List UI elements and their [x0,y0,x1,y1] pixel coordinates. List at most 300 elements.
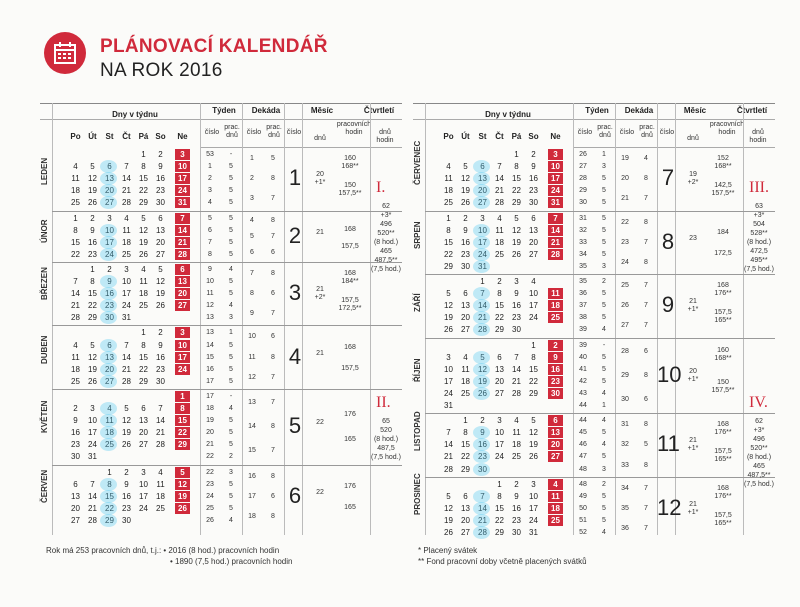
day-cell: 1 [73,213,78,223]
decade-number: 17 [248,492,256,500]
week-number: 49 [579,492,587,500]
day-cell: 20 [495,376,504,386]
divider [40,103,402,104]
day-cell: 18 [102,427,117,438]
divider [573,147,775,148]
day-cell: 30 [548,388,563,399]
week-workdays: 5 [602,175,606,183]
divider [52,103,53,535]
week-number: 35 [579,278,587,285]
day-cell: 8 [531,352,536,362]
week-header: Týden [585,106,609,115]
day-cell: 30 [71,452,80,462]
day-cell: 17 [175,352,190,363]
day-cell: 30 [122,515,131,525]
day-cell: 29 [175,439,190,450]
week-number: 21 [206,441,214,449]
day-cell: 13 [139,416,148,426]
month-hours: 184** [341,277,359,285]
week-number: 28 [579,175,587,183]
day-cell: 8 [514,162,519,172]
day-cell: 15 [444,237,453,247]
day-cell: 13 [548,427,563,438]
month-hours: 176** [714,290,732,298]
day-cell: 11 [495,225,504,235]
month-number: 7 [661,165,675,191]
day-cell: 11 [461,364,470,374]
week-workdays: 5 [229,377,233,385]
day-cell: 8 [102,479,117,490]
quarter-value: (8 hod.) [373,239,399,246]
month-hours: 168** [714,354,732,362]
decade-number: 29 [621,371,629,379]
decade-workdays: 7 [271,447,275,455]
day-cell: 21 [122,186,131,196]
month-name: ZÁŘÍ [413,293,422,313]
day-cell: 8 [446,225,451,235]
day-cell: 13 [102,352,117,363]
day-cell: 27 [461,325,470,335]
week-number: 13 [206,314,214,322]
month-number: 2 [288,222,302,248]
month-number: 8 [661,228,675,254]
day-cell: 25 [71,376,80,386]
week-number: 40 [579,353,587,361]
decade-workdays: 7 [644,504,648,512]
divider [40,119,402,120]
decade-number: 23 [621,238,629,246]
day-cell: 10 [175,340,190,351]
day-cell: 16 [122,491,131,501]
day-cell: 17 [122,289,131,299]
decade-workdays: 8 [271,423,275,431]
day-cell: 27 [71,515,80,525]
month-hours-label: pracovních hodin [336,121,372,136]
decade-workdays: 5 [271,155,275,163]
day-cell: 23 [548,376,563,387]
footer-note: ** Fond pracovní doby včetně placených svátků [418,557,587,566]
week-workdays: 3 [229,314,233,322]
decade-workdays: 7 [644,525,648,533]
day-cell: 25 [71,198,80,208]
day-cell: 26 [444,528,453,537]
day-cell: 16 [156,174,165,184]
day-cell: 22 [102,503,117,514]
day-cell: 27 [461,528,470,537]
day-cell: 2 [73,404,78,413]
day-cell: 5 [446,289,451,299]
day-cell: 29 [88,313,97,323]
month-holidays: +2* [687,179,699,187]
week-workdays: - [229,151,233,158]
day-cell: 23 [475,451,490,462]
day-cell: 8 [463,428,468,438]
day-cell: 19 [175,491,190,502]
month-divider [52,325,402,326]
day-cell: 2 [124,467,129,477]
day-cell: 29 [512,198,521,208]
decade-number: 12 [248,373,256,381]
week-workdays: 4 [602,529,606,536]
day-cell: 18 [548,503,563,514]
month-holidays: +2* [314,294,326,302]
day-cell: 18 [71,364,80,374]
divider [425,103,426,535]
week-number: 48 [579,480,587,488]
day-cell: 10 [529,289,538,299]
day-cell: 7 [73,277,78,286]
day-cell: 28 [122,376,131,386]
day-cell: 16 [102,288,117,299]
decade-workdays: 8 [644,461,648,469]
day-cell: 22 [529,376,538,386]
week-workdays: 4 [602,326,606,334]
week-workdays: 4 [229,405,233,412]
day-cell: 12 [88,174,97,184]
day-cell: 25 [444,198,453,208]
day-cell: 14 [495,174,504,184]
day-cell: 23 [102,300,117,311]
day-cell: 5 [463,162,468,172]
day-cell: 12 [175,479,190,490]
day-cell: 26 [139,249,148,259]
quarter-value: 465 [380,248,392,255]
day-cell: 27 [156,249,165,259]
decade-number: 26 [621,302,629,310]
day-cell: 13 [495,364,504,374]
decade-workdays: 7 [644,484,648,492]
week-number: 15 [206,353,214,361]
quarter-value: 520 [380,427,392,434]
day-cell: 17 [175,173,190,184]
day-cell: 2 [514,479,519,489]
day-cell: 20 [461,313,470,323]
quarter-days-hours-header: dnů hodin [376,129,394,144]
quarter-label: I. [376,179,386,196]
day-cell: 29 [495,325,504,335]
day-cell: 17 [139,491,148,501]
day-cell: 10 [495,428,504,438]
decade-number: 28 [621,347,629,355]
week-number: 46 [579,441,587,449]
quarter-value: 472,5 [750,248,768,255]
day-cell: 17 [529,301,538,311]
week-number: 42 [579,377,587,385]
decade-number: 8 [250,290,254,298]
day-cell: 3 [531,479,536,489]
month-workdays: 21 [316,349,324,357]
month-days-header: dnů [314,135,326,142]
footer-note: • 1890 (7,5 hod.) pracovních hodin [170,557,293,566]
decade-number: 30 [621,396,629,403]
day-cell: 25 [139,301,148,311]
days-of-week-header: Dny v týdnu [485,110,531,119]
day-cell: 5 [446,491,451,501]
decade-number: 10 [248,333,256,341]
quarter-value: (8 hod.) [746,239,772,246]
day-cell: 7 [124,162,129,172]
month-number: 12 [657,494,682,520]
week-workdays: - [602,341,606,349]
day-cell: 26 [444,325,453,335]
day-cell: 9 [158,162,163,172]
day-cell: 1 [463,416,468,426]
day-cell: 20 [175,288,190,299]
week-number: 22 [206,453,214,461]
day-cell: 13 [461,301,470,311]
month-hours: 168 [717,484,729,492]
month-name: ČERVENEC [413,140,422,186]
month-number: 6 [288,482,302,508]
day-name-header: Út [461,132,470,141]
day-cell: 26 [88,198,97,208]
day-cell: 25 [548,515,563,526]
day-cell: 4 [497,213,502,223]
day-cell: 30 [512,528,521,537]
day-cell: 11 [71,174,80,184]
month-workdays: 20 [316,171,324,179]
decade-workdays: 8 [644,371,648,379]
day-cell: 31 [444,401,453,410]
month-hours: 157,5** [711,190,735,198]
day-cell: 8 [141,162,146,172]
quarter-value: 62 [382,203,390,210]
day-cell: 6 [102,161,117,172]
day-cell: 28 [71,313,80,323]
week-workdays: 5 [229,238,233,246]
quarter-value: 63 [755,203,763,210]
week-number: 51 [579,516,587,524]
day-cell: 5 [158,264,163,274]
decade-number-header: číslo [619,129,635,136]
day-cell: 12 [139,225,148,235]
day-cell: 2 [158,150,163,159]
day-cell: 20 [529,237,538,247]
month-divider [425,274,775,275]
month-holidays: +1* [687,306,699,314]
week-number: 14 [206,341,214,349]
day-cell: 28 [475,527,490,538]
day-cell: 10 [175,161,190,172]
divider [413,103,775,104]
day-cell: 31 [175,197,190,208]
month-header: Měsíc [310,106,334,115]
day-cell: 7 [446,428,451,438]
day-cell: 20 [475,185,490,196]
month-name: SRPEN [413,221,422,249]
day-cell: 23 [529,186,538,196]
day-cell: 30 [156,198,165,208]
week-number-header: číslo [204,129,220,136]
month-divider [52,211,402,212]
day-cell: 3 [90,404,95,413]
week-workdays: 5 [229,341,233,349]
day-cell: 19 [512,237,521,247]
month-workdays: 21 [689,437,697,445]
week-number: 35 [579,262,587,270]
day-cell: 9 [475,427,490,438]
month-hours: 168 [717,421,729,429]
month-holidays: +1* [687,445,699,453]
week-workdays: 5 [229,290,233,298]
day-cell: 8 [141,340,146,350]
day-cell: 30 [102,312,117,323]
quarter-label: II. [376,394,391,411]
month-number: 5 [288,413,302,439]
week-workdays: 5 [602,377,606,385]
week-number: 7 [208,238,212,246]
quarter-value: 65 [382,418,390,425]
day-cell: 4 [514,416,519,426]
quarter-value: (7,5 hod.) [371,266,401,273]
day-cell: 12 [444,503,453,513]
day-cell: 10 [102,225,117,236]
day-cell: 22 [139,364,148,374]
day-cell: 6 [475,161,490,172]
day-cell: 14 [122,352,131,362]
day-cell: 26 [475,388,490,399]
day-cell: 17 [475,237,490,248]
month-holidays: +1* [687,508,699,516]
week-workdays: 5 [602,516,606,524]
week-workdays: 5 [229,250,233,258]
week-workdays: 5 [602,453,606,461]
decade-number: 7 [250,269,254,277]
day-cell: 11 [139,277,148,286]
month-divider [425,211,775,212]
week-number: 45 [579,429,587,437]
week-workdays: 3 [602,163,606,171]
day-cell: 13 [475,173,490,184]
day-cell: 24 [102,249,117,260]
day-cell: 4 [124,213,129,223]
day-cell: 17 [529,503,538,513]
week-number: 3 [208,187,212,195]
month-divider [52,389,402,390]
day-cell: 1 [90,264,95,274]
day-cell: 26 [529,452,538,462]
decade-workdays: 7 [644,238,648,246]
day-cell: 9 [73,416,78,426]
day-cell: 23 [512,313,521,323]
day-cell: 15 [512,174,521,184]
month-workdays: 22 [316,419,324,427]
week-workdays: 2 [602,480,606,488]
day-cell: 27 [102,197,117,208]
week-workdays: 5 [229,226,233,234]
day-cell: 16 [529,174,538,184]
day-cell: 15 [495,301,504,311]
day-cell: 17 [102,237,117,248]
day-cell: 12 [122,416,131,426]
day-cell: 24 [444,388,453,398]
month-workdays: 21 [316,286,324,294]
quarter-value: (7,5 hod.) [744,266,774,273]
day-cell: 7 [514,352,519,362]
quarter-value: (7,5 hod.) [371,454,401,461]
quarter-value: 465 [753,463,765,470]
decade-workdays: 7 [271,399,275,406]
day-cell: 6 [463,491,468,501]
day-cell: 24 [529,515,538,525]
decade-workdays: 4 [644,155,648,163]
week-workdays: 1 [229,329,233,337]
month-hours: 172,5 [714,250,732,257]
decade-number-header: číslo [246,129,262,136]
month-hours: 168 [344,226,356,234]
month-hours: 157,5 [714,448,732,456]
month-name: LISTOPAD [413,411,422,452]
week-workdays: 5 [229,175,233,183]
quarter-label: III. [749,179,769,196]
decade-number: 3 [250,195,254,203]
day-name-header: Po [70,132,81,141]
day-cell: 16 [475,439,490,450]
day-cell: 23 [461,249,470,259]
day-cell: 18 [71,186,80,196]
month-hours: 176 [344,411,356,419]
decade-workdays: 6 [271,248,275,256]
decade-number: 21 [621,195,629,203]
quarter-value: 496 [380,221,392,228]
decade-workdays: 7 [271,195,275,203]
day-cell: 1 [107,467,112,477]
footer-note: Rok má 253 pracovních dnů, t.j.: • 2016 (8 hod.) pracovních hodin [46,546,280,555]
month-holidays: +1* [687,375,699,383]
day-cell: 24 [139,503,148,513]
week-workdays: 5 [602,314,606,322]
day-cell: 14 [122,174,131,184]
day-cell: 4 [141,264,146,274]
day-cell: 18 [495,237,504,247]
week-number: 47 [579,453,587,461]
day-cell: 18 [122,237,131,247]
day-cell: 13 [529,225,538,235]
month-hours: 160 [717,346,729,354]
day-cell: 29 [444,261,453,271]
week-number: 33 [579,238,587,246]
day-cell: 5 [90,340,95,350]
day-cell: 15 [139,174,148,184]
month-divider [425,413,775,414]
month-hours: 168** [341,163,359,171]
day-cell: 16 [156,352,165,362]
day-cell: 8 [73,225,78,235]
month-workdays: 21 [689,500,697,508]
quarter-value: 495** [750,257,768,264]
week-workdays: 5 [602,238,606,246]
day-cell: 20 [71,503,80,513]
day-cell: 14 [444,440,453,450]
month-name: BŘEZEN [40,267,49,301]
day-cell: 15 [495,503,504,513]
month-divider [52,465,402,466]
day-cell: 9 [514,491,519,501]
day-cell: 24 [548,185,563,196]
month-hours: 165 [344,504,356,511]
day-cell: 16 [512,503,521,513]
day-name-header: Út [88,132,97,141]
day-cell: 13 [71,491,80,501]
day-name-header: Po [443,132,454,141]
day-cell: 16 [548,364,563,375]
footer-note: * Placený svátek [418,546,478,555]
day-cell: 11 [512,428,521,438]
week-number: 16 [206,365,214,373]
day-cell: 2 [480,416,485,426]
month-hours: 150 [344,182,356,190]
week-number: 25 [206,504,214,512]
